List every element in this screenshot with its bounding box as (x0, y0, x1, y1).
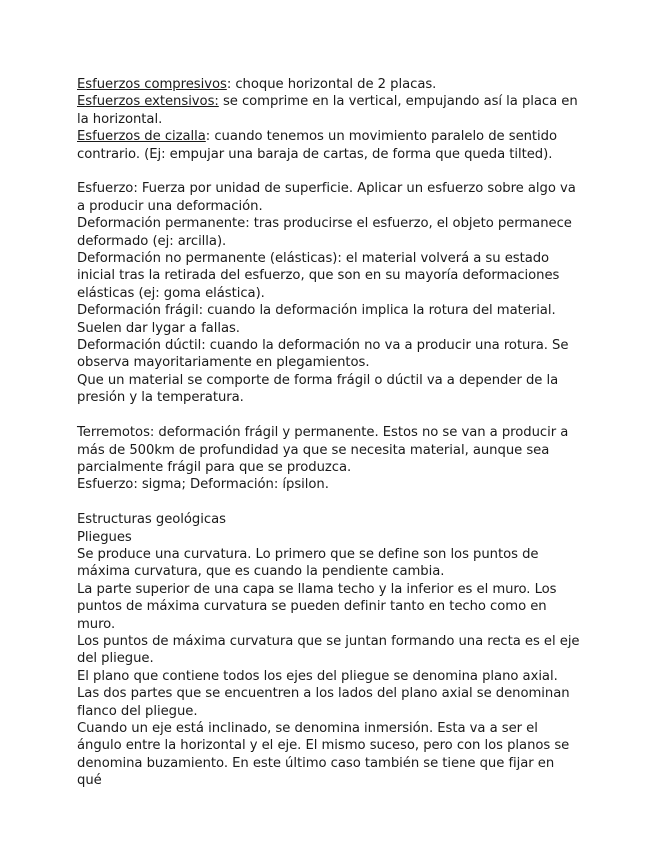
heading-pliegues: Pliegues (77, 529, 132, 545)
definition-text: choque horizontal de 2 placas. (231, 77, 437, 92)
document-body (77, 76, 582, 790)
paragraph-terremotos: Terremotos: deformación frágil y permanente. Estos no se van a producir a más de 500km de profundidad ya que se necesita material, aunque sea parcialmente frágil para que se produzca. (77, 425, 569, 475)
paragraph-esfuerzos-compresivos (77, 76, 582, 93)
blank-line (77, 407, 582, 424)
paragraph-eje-pliegue: Los puntos de máxima curvatura que se juntan formando una recta es el eje del pliegue. (77, 633, 580, 667)
term-esfuerzos-compresivos: Esfuerzos compresivos (77, 77, 227, 92)
paragraph-techo-muro: La parte superior de una capa se llama techo y la inferior es el muro. Los puntos de máxima curvatura se pueden definir tanto en techo como en muro. (77, 581, 557, 632)
term-esfuerzos-extensivos: Esfuerzos extensivos: (77, 94, 219, 110)
term-separator: : (226, 77, 232, 92)
paragraph-esfuerzos-extensivos (77, 93, 582, 128)
paragraph-esfuerzo: Esfuerzo: Fuerza por unidad de superficie. Aplicar un esfuerzo sobre algo va a producir una deformación. (77, 181, 576, 214)
paragraph-esfuerzos-cizalla (77, 128, 582, 163)
paragraph-deformacion-no-permanente: Deformación no permanente (elásticas): el material volverá a su estado inicial tras la retirada del esfuerzo, que son en su mayoría deformaciones elásticas (ej: goma elástica). (77, 251, 560, 301)
paragraph-curvatura: Se produce una curvatura. Lo primero que se define son los puntos de máxima curvatura, que es cuando la pendiente cambia. (77, 546, 539, 580)
term-esfuerzos-cizalla: Esfuerzos de cizalla (77, 129, 206, 145)
paragraph-plano-axial: El plano que contiene todos los ejes del pliegue se denomina plano axial. (77, 668, 558, 684)
term-separator: : (205, 129, 211, 145)
blank-line (77, 494, 582, 511)
paragraph-deformacion-fragil: Deformación frágil: cuando la deformación implica la rotura del material. Suelen dar lygar a fallas. (77, 303, 556, 336)
paragraph-comportamiento-material: Que un material se comporte de forma frágil o dúctil va a depender de la presión y la temperatura. (77, 372, 559, 406)
paragraph-deformacion-ductil: Deformación dúctil: cuando la deformación no va a producir una rotura. Se observa mayoritariamente en plegamientos. (77, 338, 569, 371)
blank-line (77, 163, 582, 180)
paragraph-flanco: Las dos partes que se encuentren a los lados del plano axial se denominan flanco del pliegue. (77, 686, 570, 719)
paragraph-inmersion: Cuando un eje está inclinado, se denomina inmersión. Esta va a ser el ángulo entre la horizontal y el eje. El mismo suceso, pero con los planos se denomina buzamiento. En este último caso también se tiene que fijar en qué (77, 720, 570, 789)
definition-text: se comprime en la vertical, empujando así la placa en la horizontal. (77, 94, 578, 127)
definition-text: cuando tenemos un movimiento paralelo de sentido contrario. (Ej: empujar una baraja de cartas, de forma que queda tilted). (77, 129, 558, 162)
paragraph-notacion: Esfuerzo: sigma; Deformación: ípsilon. (77, 477, 329, 493)
heading-estructuras-geologicas: Estructuras geológicas (77, 512, 226, 528)
paragraph-deformacion-permanente: Deformación permanente: tras producirse el esfuerzo, el objeto permanece deformado (ej: arcilla). (77, 216, 572, 249)
